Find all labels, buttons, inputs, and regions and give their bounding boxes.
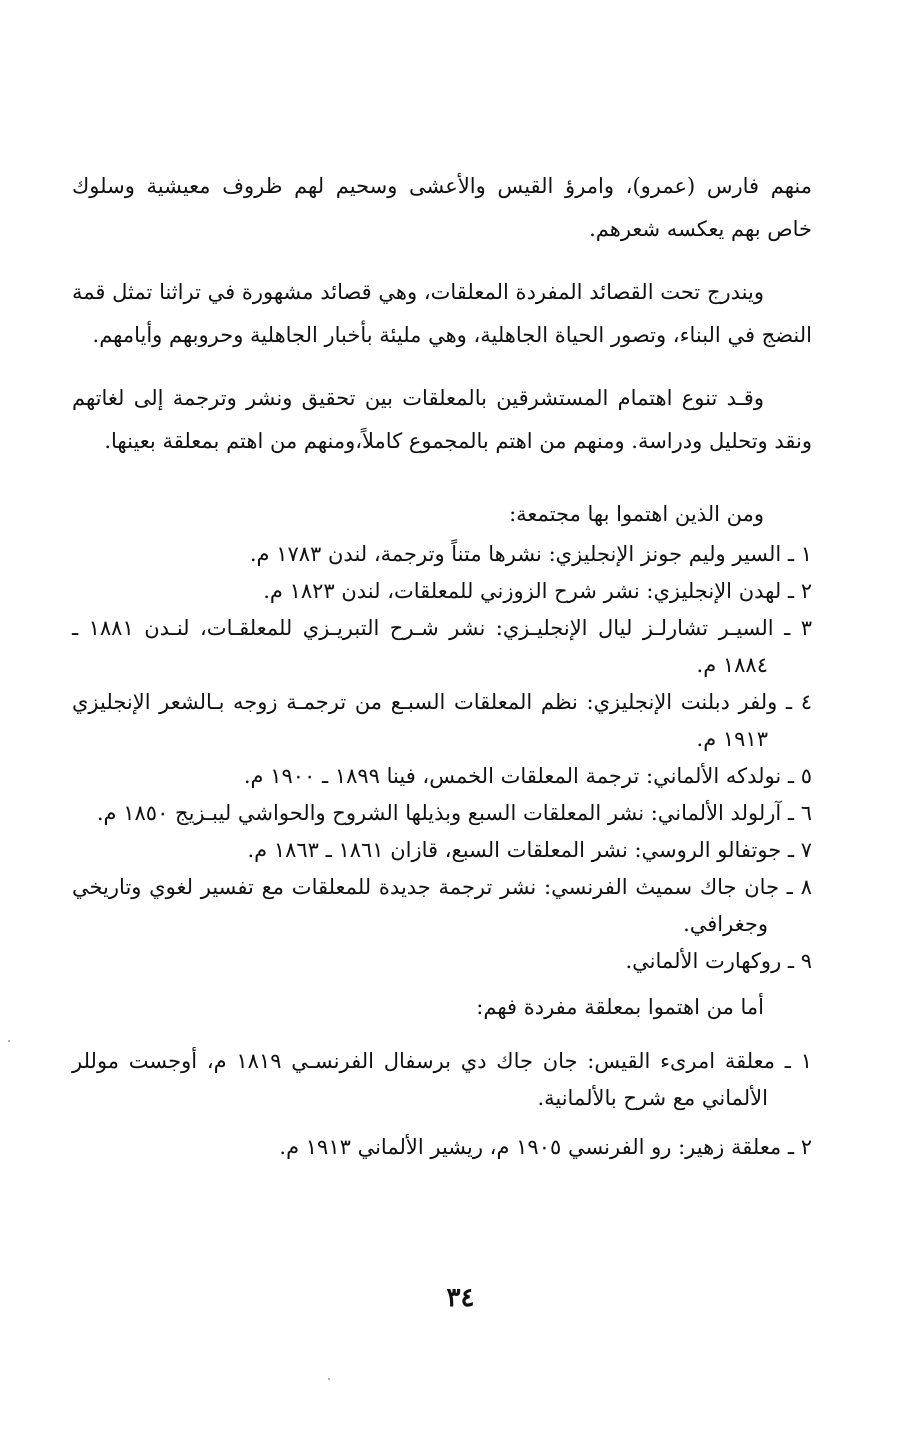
page-number: ٣٤ bbox=[446, 1283, 475, 1313]
page-body bbox=[72, 165, 812, 1178]
single-heading: أما من اهتموا بمعلقة مفردة فهم: bbox=[476, 995, 764, 1019]
collective-list bbox=[72, 536, 812, 980]
list-item: ٤ ـ ولفر دبلنت الإنجليزي: نظم المعلقات السبـع من ترجمـة زوجه بـالشعر الإنجليزي ١٩١٣ م. bbox=[72, 690, 812, 751]
list-item: ٢ ـ معلقة زهير: رو الفرنسي ١٩٠٥ م، ريشير الألماني ١٩١٣ م. bbox=[279, 1135, 812, 1159]
list-item: ٧ ـ جوتفالو الروسي: نشر المعلقات السبع، قازان ١٨٦١ ـ ١٨٦٣ م. bbox=[247, 838, 812, 862]
scan-speck bbox=[8, 1040, 10, 1042]
paragraph-muallaqat: ويندرج تحت القصائد المفردة المعلقات، وهي قصائد مشهورة في تراثنا تمثل قمة النضج في البناء، وتصور الحياة الجاهلية، وهي مليئة بأخبار الجاهلية وحروبهم وأيامهم. bbox=[72, 280, 812, 347]
collective-heading: ومن الذين اهتموا بها مجتمعة: bbox=[509, 502, 764, 526]
list-item: ٨ ـ جان جاك سميث الفرنسي: نشر ترجمة جديدة للمعلقات مع تفسير لغوي وتاريخي وجغرافي. bbox=[72, 875, 812, 936]
list-item: ٦ ـ آرلولد الألماني: نشر المعلقات السبع وبذيلها الشروح والحواشي ليبـزيج ١٨٥٠ م. bbox=[96, 801, 812, 825]
list-item: ٣ ـ السيـر تشارلـز ليال الإنجليـزي: نشر شـرح التبريـزي للمعلقـات، لنـدن ١٨٨١ ـ ١٨٨٤ م. bbox=[72, 616, 812, 677]
list-item: ٩ ـ روكهارت الألماني. bbox=[625, 949, 812, 973]
paragraph-orientalists: وقـد تنوع اهتمام المستشرقين بالمعلقات بين تحقيق ونشر وترجمة إلى لغاتهم ونقد وتحليل ودراسة. ومنهم من اهتم بالمجموع كاملاً،ومنهم من اهتم بمعلقة بعينها. bbox=[72, 386, 812, 453]
list-item: ١ ـ السير وليم جونز الإنجليزي: نشرها متناً وترجمة، لندن ١٧٨٣ م. bbox=[249, 542, 812, 566]
single-list bbox=[72, 1043, 812, 1166]
list-item: ٢ ـ لهدن الإنجليزي: نشر شرح الزوزني للمعلقات، لندن ١٨٢٣ م. bbox=[263, 579, 812, 603]
scan-speck bbox=[328, 1378, 330, 1380]
list-item: ١ ـ معلقة امرىء القيس: جان جاك دي برسفال الفرنسـي ١٨١٩ م، أوجست موللر الألماني مع شرح بالألمانية. bbox=[72, 1049, 812, 1110]
list-item: ٥ ـ نولدكه الألماني: ترجمة المعلقات الخمس، فينا ١٨٩٩ ـ ١٩٠٠ م. bbox=[243, 764, 812, 788]
paragraph-intro: منهم فارس (عمرو)، وامرؤ القيس والأعشى وسحيم لهم ظروف معيشية وسلوك خاص بهم يعكسه شعرهم. bbox=[72, 174, 812, 241]
